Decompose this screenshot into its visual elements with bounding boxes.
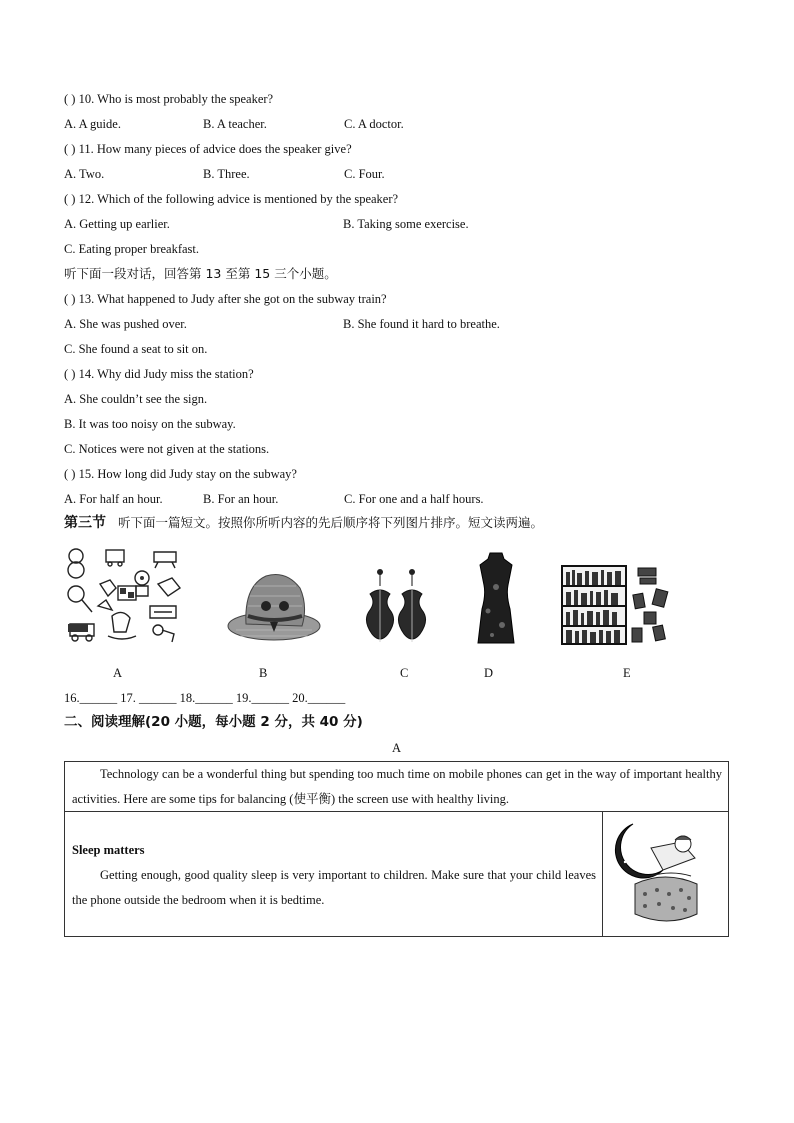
- intro-text: Technology can be a wonderful thing but spending too much time on mobile phones can get in the way of important healthy activities. Here are some tips for balancing (使平衡) the screen use with healthy living.: [72, 767, 722, 806]
- section3-heading: [64, 515, 543, 531]
- q11-stem: ( ) 11. How many pieces of advice does the speaker give?: [64, 142, 352, 156]
- q14-option-a: A. She couldn’t see the sign.: [64, 392, 208, 406]
- q15-option-b: B. For an hour.: [203, 492, 279, 506]
- tip-text: Getting enough, good quality sleep is very important to children. Make sure that your child leaves the phone outside the bedroom when it is bedtime.: [72, 868, 596, 907]
- reading-heading: 二、阅读理解(20 小题，每小题 2 分，共 40 分): [64, 714, 363, 730]
- q15-option-a: A. For half an hour.: [64, 492, 163, 506]
- q12-option-c: C. Eating proper breakfast.: [64, 242, 200, 256]
- q13-option-b: B. She found it hard to breathe.: [343, 317, 500, 331]
- toys-icon: [62, 544, 184, 648]
- q12-option-a: A. Getting up earlier.: [64, 217, 170, 231]
- dialogue-intro: 听下面一段对话，回答第 13 至第 15 三个小题。: [64, 266, 337, 281]
- table-divider: [602, 812, 603, 936]
- q12-option-b: B. Taking some exercise.: [343, 217, 469, 231]
- q11-option-b: B. Three.: [203, 167, 250, 181]
- q14-option-c: C. Notices were not given at the stations.: [64, 442, 270, 456]
- picture-label-b: B: [259, 666, 268, 680]
- answer-blanks: 16.______ 17. ______ 18.______ 19.______ 20.______: [64, 691, 346, 705]
- bookshelf-icon: [560, 560, 672, 650]
- picture-label-c: C: [400, 666, 409, 680]
- q10-option-a: A. A guide.: [64, 117, 121, 131]
- q12-stem: ( ) 12. Which of the following advice is mentioned by the speaker?: [64, 192, 399, 206]
- reading-table: [64, 761, 729, 937]
- q10-stem: ( ) 10. Who is most probably the speaker?: [64, 92, 274, 106]
- q10-option-c: C. A doctor.: [344, 117, 404, 131]
- violins-icon: [362, 566, 432, 652]
- section3-instruction: 听下面一篇短文。按照你所听内容的先后顺序将下列图片排序。短文读两遍。: [117, 515, 543, 530]
- q10-option-b: B. A teacher.: [203, 117, 267, 131]
- section3-title: 第三节: [64, 515, 106, 531]
- qipao-dress-icon: [474, 551, 518, 647]
- q13-option-a: A. She was pushed over.: [64, 317, 187, 331]
- picture-label-a: A: [113, 666, 123, 680]
- q15-stem: ( ) 15. How long did Judy stay on the subway?: [64, 467, 297, 481]
- q14-option-b: B. It was too noisy on the subway.: [64, 417, 236, 431]
- sleeping-child-icon: [611, 818, 717, 930]
- q11-option-c: C. Four.: [344, 167, 385, 181]
- q14-stem: ( ) 14. Why did Judy miss the station?: [64, 367, 254, 381]
- straw-hat-icon: [226, 566, 322, 646]
- q13-option-c: C. She found a seat to sit on.: [64, 342, 208, 356]
- passage-label: A: [392, 741, 402, 755]
- tip-title: Sleep matters: [72, 843, 145, 857]
- q13-stem: ( ) 13. What happened to Judy after she got on the subway train?: [64, 292, 387, 306]
- q11-option-a: A. Two.: [64, 167, 105, 181]
- picture-label-d: D: [484, 666, 494, 680]
- q15-option-c: C. For one and a half hours.: [344, 492, 484, 506]
- intro-row: [65, 762, 728, 812]
- picture-label-e: E: [623, 666, 631, 680]
